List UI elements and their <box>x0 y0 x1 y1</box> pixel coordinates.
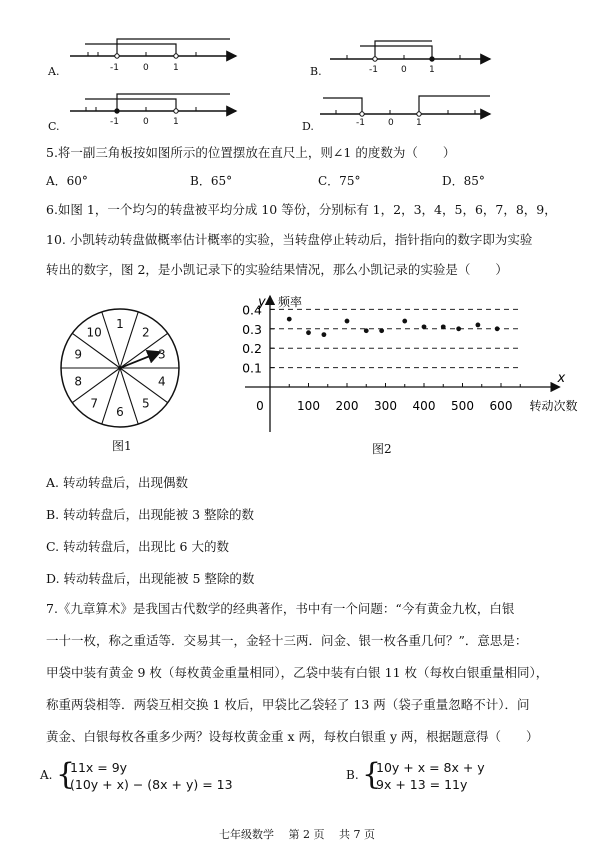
x-tick-label: 600 <box>489 399 513 413</box>
origin-label: 0 <box>256 399 264 413</box>
data-point <box>441 324 446 329</box>
number-line-c <box>70 94 236 113</box>
q5-option-a: A．60° <box>46 174 88 188</box>
q7-stem-line-4: 称重两袋相等．两袋互相交换 1 枚后，甲袋比乙袋轻了 13 两（袋子重量忽略不计）．问 <box>46 697 530 712</box>
data-point <box>306 330 311 335</box>
q6-option-b: B. 转动转盘后，出现能被 3 整除的数 <box>46 507 255 522</box>
option-d-label: D. <box>302 120 314 133</box>
q7-stem-line-1: 7.《九章算术》是我国古代数学的经典著作，书中有一个问题：“今有黄金九枚，白银 <box>46 601 515 616</box>
q7-stem-line-3: 甲袋中装有黄金 9 枚（每枚黄金重量相同），乙袋中装有白银 11 枚（每枚白银重量相同）， <box>46 665 549 680</box>
wheel-number: 10 <box>86 325 102 340</box>
q7-stem-line-5: 黄金、白银每枚各重多少两？设每枚黄金重 x 两，每枚白银重 y 两，根据题意得（ ） <box>46 729 539 744</box>
q6-option-c: C. 转动转盘后，出现比 6 大的数 <box>46 539 229 554</box>
q7-b-eq2: 9x + 13 = 11y <box>376 777 468 792</box>
x-axis-letter: x <box>557 371 566 386</box>
tick-label: -1 <box>356 118 365 128</box>
tick-label: 0 <box>143 117 149 127</box>
q5-option-d: D．85° <box>442 174 485 188</box>
q6-option-a: A. 转动转盘后，出现偶数 <box>46 475 188 490</box>
q6-stem-line-3: 转出的数字，图 2，是小凯记录下的实验结果情况，那么小凯记录的实验是（ ） <box>46 262 508 277</box>
option-a-label: A. <box>48 65 60 78</box>
number-line-a <box>70 39 236 58</box>
y-axis-label: 频率 <box>278 295 303 309</box>
x-tick-label: 300 <box>374 399 397 413</box>
wheel-number: 1 <box>116 317 124 331</box>
number-line-options <box>0 0 594 140</box>
tick-label: 0 <box>143 63 149 73</box>
tick-label: 1 <box>429 65 435 75</box>
q7-option-b-label: B. <box>346 768 359 782</box>
q5-stem: 5.将一副三角板按如图所示的位置摆放在直尺上，则∠1 的度数为（ ） <box>46 145 456 160</box>
wheel-number: 2 <box>142 325 150 340</box>
pointer-arrow <box>120 352 160 368</box>
q7-option-a-label: A. <box>40 768 53 782</box>
system-brace: { <box>362 757 382 792</box>
wheel-number: 9 <box>74 347 82 362</box>
wheel-number: 5 <box>142 396 150 411</box>
y-tick-label: 0.1 <box>242 360 262 376</box>
tick-label: 1 <box>173 117 179 127</box>
fig2-caption: 图2 <box>372 442 392 456</box>
q6-stem-line-1: 6.如图 1，一个均匀的转盘被平均分成 10 等份，分别标有 1，2，3，4，5，6，7，8，9， <box>46 202 557 217</box>
data-point <box>345 319 350 324</box>
x-tick-label: 200 <box>335 399 359 413</box>
data-point <box>379 328 384 333</box>
wheel-number: 8 <box>74 374 82 389</box>
tick-label: 1 <box>173 63 179 73</box>
x-axis-label: 转动次数 <box>529 399 578 413</box>
tick-label: 1 <box>416 118 422 128</box>
tick-label: -1 <box>110 117 119 127</box>
spinner-wheel <box>58 300 184 436</box>
page-footer: 七年级数学 第 2 页 共 7 页 <box>219 828 375 841</box>
system-brace: { <box>56 757 76 792</box>
fig1-caption: 图1 <box>112 439 132 453</box>
option-b-label: B. <box>310 65 322 78</box>
wheel-number: 6 <box>116 405 124 419</box>
tick-label: 0 <box>388 118 394 128</box>
x-tick-label: 100 <box>297 399 320 413</box>
x-tick-label: 400 <box>412 399 436 413</box>
number-line-d <box>320 96 490 116</box>
q6-option-d: D. 转动转盘后，出现能被 5 整除的数 <box>46 571 255 586</box>
data-point <box>322 332 327 337</box>
q5-option-b: B．65° <box>190 174 233 188</box>
y-axis-letter: y <box>258 295 266 310</box>
data-point <box>287 317 292 322</box>
y-tick-label: 0.3 <box>242 321 262 337</box>
tick-label: -1 <box>110 63 119 73</box>
data-point <box>495 326 500 331</box>
data-point <box>422 324 427 329</box>
data-point <box>364 328 369 333</box>
option-c-label: C. <box>48 120 60 133</box>
data-point <box>402 319 407 324</box>
wheel-number: 7 <box>90 396 98 411</box>
q5-option-c: C．75° <box>318 174 361 188</box>
tick-label: 0 <box>401 65 407 75</box>
y-tick-label: 0.4 <box>242 302 262 318</box>
q7-b-eq1: 10y + x = 8x + y <box>376 760 485 775</box>
wheel-number: 3 <box>158 347 166 362</box>
number-line-figures <box>0 0 594 140</box>
q7-a-eq2: (10y + x) − (8x + y) = 13 <box>70 777 233 792</box>
y-tick-label: 0.2 <box>242 341 262 357</box>
frequency-scatter-chart <box>215 290 585 438</box>
x-tick-label: 500 <box>451 399 474 413</box>
data-point <box>456 326 461 331</box>
wheel-number: 4 <box>158 374 166 389</box>
number-line-b <box>330 41 490 61</box>
q7-stem-line-2: 一十一枚，称之重适等．交易其一，金轻十三两．问金、银一枚各重几何？”．意思是： <box>46 633 528 648</box>
data-point <box>476 323 481 328</box>
q7-a-eq1: 11x = 9y <box>70 760 128 775</box>
tick-label: -1 <box>369 65 378 75</box>
q6-stem-line-2: 10. 小凯转动转盘做概率估计概率的实验，当转盘停止转动后，指针指向的数字即为实验 <box>46 232 533 247</box>
